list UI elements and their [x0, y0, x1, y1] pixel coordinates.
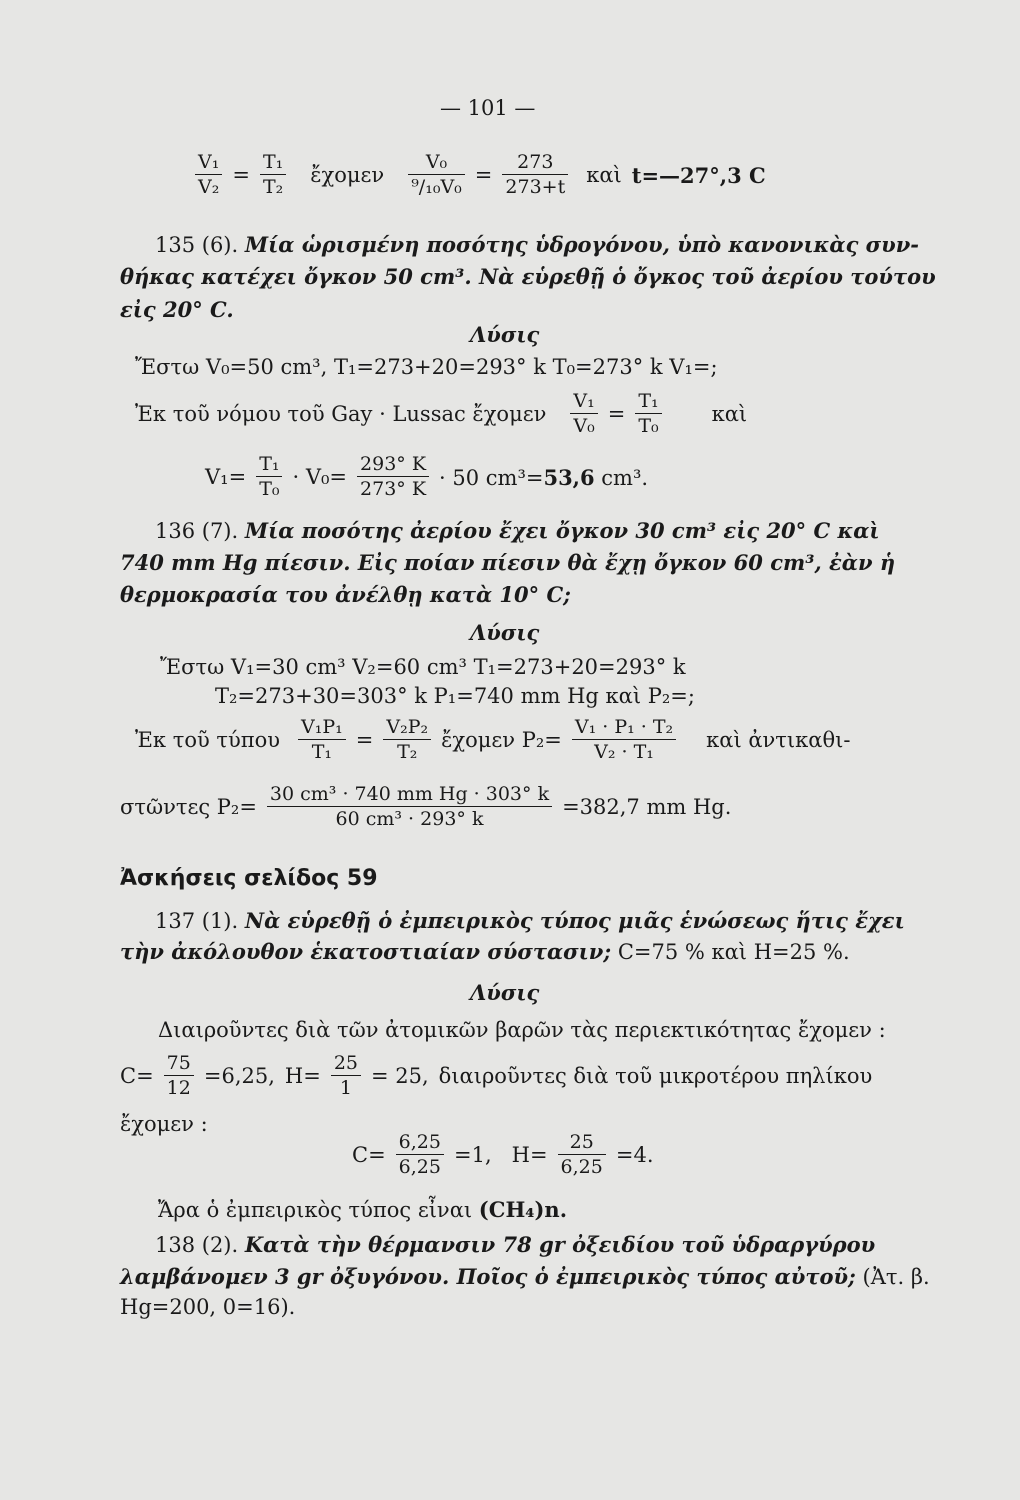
problem-138-line3: Hg=200, 0=16). — [120, 1295, 296, 1319]
formula-136: Ἐκ τοῦ τύπου $\frac{\text{V₁P₁}}{\text{T₁}}$ = $\frac{\text{V₂P₂}}{\text{T₂}}$ ἔχομεν P₂= $\frac{\text{V₁ · P₁ · T₂}}{\text{V₂ · T₁}}$ καὶ ἀντικαθι- — [135, 716, 851, 763]
page-number: — 101 — — [440, 96, 536, 120]
intro-137: Διαιροῦντες διὰ τῶν ἀτομικῶν βαρῶν τὰς περιεκτικότητας ἔχομεν : — [158, 1018, 886, 1042]
division-137: C= $\frac{75}{12}$ =6,25, H= $\frac{25}{1}$ = 25, διαιροῦντες διὰ τοῦ μικροτέρου πηλίκου — [120, 1052, 873, 1099]
fraction-v1-v2: $\frac{\text{V₁}}{\text{V₂}}$ — [195, 153, 222, 197]
fraction-273: $\frac{273}{273+t}$ — [502, 153, 568, 197]
given-135: Ἔστω V₀=50 cm³, T₁=273+20=293° k T₀=273° k V₁=; — [135, 355, 718, 379]
section-heading: Ἀσκήσεις σελίδος 59 — [120, 866, 378, 891]
top-formula: $\frac{\text{V₁}}{\text{V₂}}$ = $\frac{\text{T₁}}{\text{T₂}}$ ἔχομεν $\frac{\text{V₀}}{\text{⁹/₁₀V₀}}$ = $\frac{273}{273+t}$ καὶ t=—27°,3 C — [195, 153, 766, 197]
substitution-136: στῶντες P₂= $\frac{\text{30 cm³ · 740 mm Hg · 303° k}}{\text{60 cm³ · 293° k}}$ =382,7 mm Hg. — [120, 783, 732, 830]
problem-135-line1: 135 (6). Μία ὡρισμένη ποσότης ὑδρογόνου, ὑπὸ κανονικὰς συν- — [155, 232, 920, 257]
result-137: C= $\frac{6,25}{6,25}$ =1, H= $\frac{25}{6,25}$ =4. — [352, 1131, 654, 1178]
problem-136-line1: 136 (7). Μία ποσότης ἀερίου ἔχει ὄγκον 30 cm³ εἰς 20° C καὶ — [155, 518, 880, 543]
solution-heading-137: Λύσις — [470, 980, 540, 1005]
solution-heading-135: Λύσις — [470, 322, 540, 347]
problem-135-line2: θήκας κατέχει ὄγκον 50 cm³. Νὰ εὑρεθῇ ὁ ὄγκος τοῦ ἀερίου τούτου — [120, 264, 936, 289]
result-temperature: t=—27°,3 C — [631, 162, 766, 188]
solution-heading-136: Λύσις — [470, 620, 540, 645]
problem-137-line1: 137 (1). Νὰ εὑρεθῇ ὁ ἐμπειρικὸς τύπος μιᾶς ἑνώσεως ἥτις ἔχει — [155, 908, 905, 933]
problem-135-line3: εἰς 20° C. — [120, 297, 234, 322]
problem-138-line2: λαμβάνομεν 3 gr ὀξυγόνου. Ποῖος ὁ ἐμπειρικὸς τύπος αὐτοῦ; (Ἀτ. β. — [120, 1264, 930, 1289]
given-136-line1: Ἔστω V₁=30 cm³ V₂=60 cm³ T₁=273+20=293° k — [160, 655, 686, 679]
conclusion-137: Ἄρα ὁ ἐμπειρικὸς τύπος εἶναι (CH₄)n. — [158, 1197, 568, 1222]
calc-135: V₁= $\frac{\text{T₁}}{\text{T₀}}$ · V₀= $\frac{293^\circ K}{273^\circ K}$ · 50 cm³=53,6 cm³. — [205, 453, 649, 500]
fraction-t1-t2: $\frac{\text{T₁}}{\text{T₂}}$ — [260, 153, 286, 197]
fraction-v0: $\frac{\text{V₀}}{\text{⁹/₁₀V₀}}$ — [408, 153, 465, 197]
problem-136-line3: θερμοκρασία του ἀνέλθῃ κατὰ 10° C; — [120, 582, 571, 607]
problem-138-line1: 138 (2). Κατὰ τὴν θέρμανσιν 78 gr ὀξειδίου τοῦ ὑδραργύρου — [155, 1232, 876, 1257]
gay-lussac-law: Ἐκ τοῦ νόμου τοῦ Gay · Lussac ἔχομεν $\frac{\text{V₁}}{\text{V₀}}$ = $\frac{\text{T₁}}{\text{T₀}}$ καὶ — [135, 390, 748, 437]
given-136-line2: T₂=273+30=303° k P₁=740 mm Hg καὶ P₂=; — [215, 684, 695, 708]
problem-136-line2: 740 mm Hg πίεσιν. Εἰς ποίαν πίεσιν θὰ ἔχῃ ὄγκον 60 cm³, ἐὰν ἡ — [120, 550, 896, 575]
exomen-137: ἔχομεν : — [120, 1112, 208, 1136]
problem-137-line2: τὴν ἀκόλουθον ἑκατοστιαίαν σύστασιν; C=75 % καὶ H=25 %. — [120, 939, 850, 964]
